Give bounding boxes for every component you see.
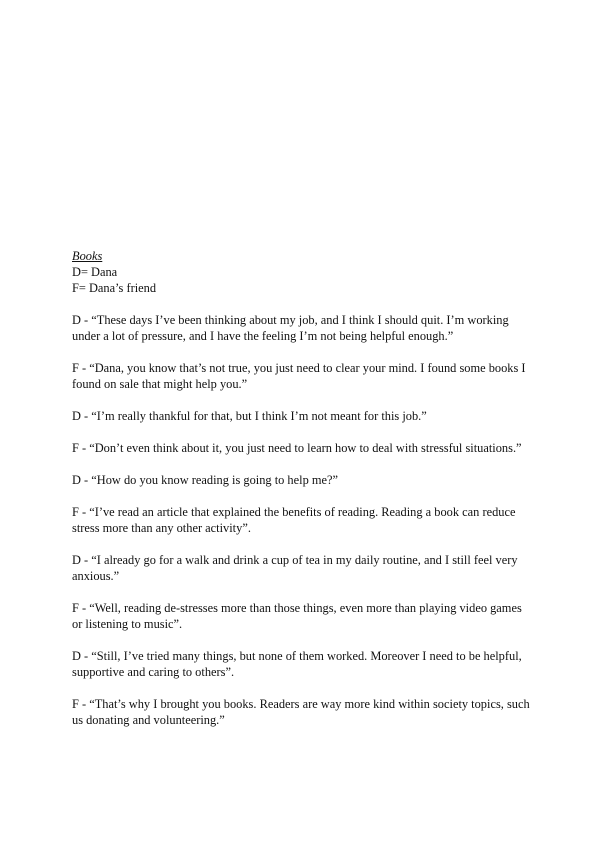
dialogue-line: D - “I already go for a walk and drink a cup of tea in my daily routine, and I still feel very anxious.” xyxy=(72,553,518,583)
dialogue-line: F - “Don’t even think about it, you just need to learn how to deal with stressful situations.” xyxy=(72,441,522,455)
dialogue-line: F - “I’ve read an article that explained the benefits of reading. Reading a book can reduce stress more than any other activity”. xyxy=(72,505,516,535)
dialogue-line: F - “Well, reading de-stresses more than those things, even more than playing video games or listening to music”. xyxy=(72,601,522,631)
dialogue-line: D - “These days I’ve been thinking about my job, and I think I should quit. I’m working under a lot of pressure, and I have the feeling I’m not being helpful enough.” xyxy=(72,313,509,343)
document-title: Books xyxy=(72,249,103,263)
legend-friend: F= Dana’s friend xyxy=(72,281,157,295)
dialogue-line: D - “Still, I’ve tried many things, but none of them worked. Moreover I need to be helpful, supportive and caring to others”. xyxy=(72,649,522,679)
dialogue-line: F - “That’s why I brought you books. Readers are way more kind within society topics, such us donating and volunteering.” xyxy=(72,697,530,727)
dialogue xyxy=(72,312,532,728)
legend-dana: D= Dana xyxy=(72,265,118,279)
dialogue-line: D - “How do you know reading is going to help me?” xyxy=(72,473,338,487)
dialogue-line: D - “I’m really thankful for that, but I think I’m not meant for this job.” xyxy=(72,409,427,423)
dialogue-line: F - “Dana, you know that’s not true, you just need to clear your mind. I found some books I found on sale that might help you.” xyxy=(72,361,526,391)
document-body xyxy=(72,248,532,744)
